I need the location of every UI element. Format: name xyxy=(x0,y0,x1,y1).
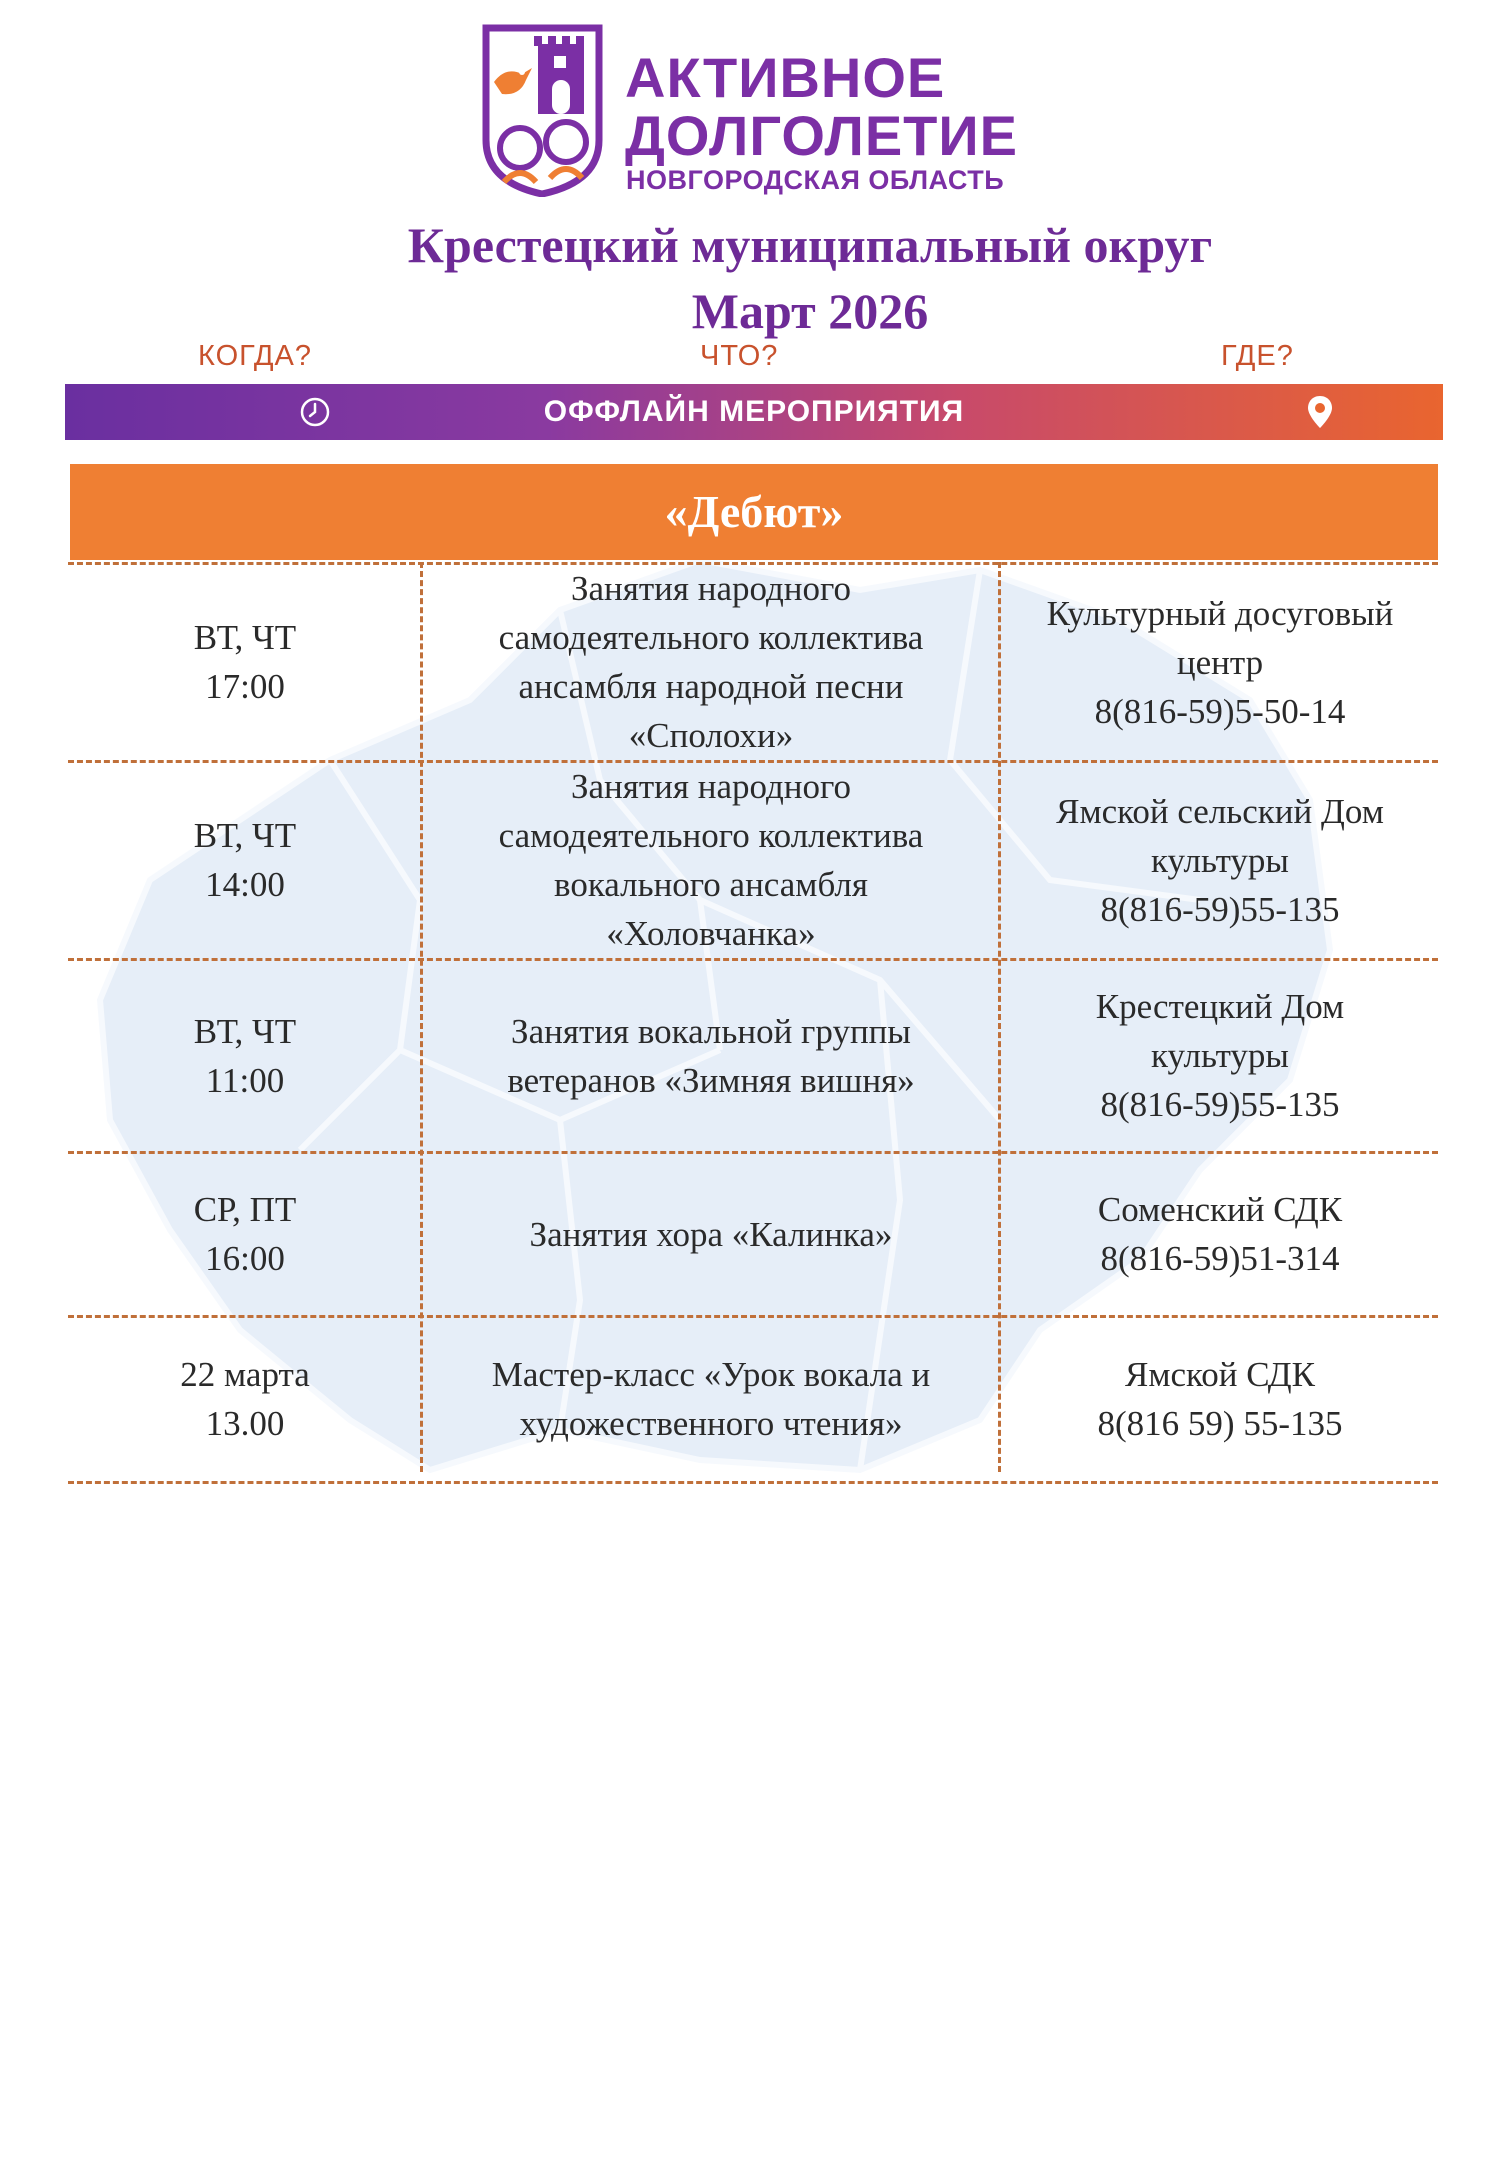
cell-what: Занятия хора «Калинка» xyxy=(529,1214,893,1254)
table-row xyxy=(0,762,1500,958)
cell-where: Ямской СДК 8(816 59) 55-135 xyxy=(1097,1355,1343,1443)
cell-when: ВТ, ЧТ 17:00 xyxy=(193,618,297,706)
table-row xyxy=(0,1153,1500,1315)
cell-where: Культурный досуговый центр 8(816-59)5-50-14 xyxy=(1046,593,1394,731)
logo-title-line1: АКТИВНОЕ xyxy=(625,46,946,109)
column-label-when: КОГДА? xyxy=(198,340,312,372)
logo-title-line2: ДОЛГОЛЕТИЕ xyxy=(625,104,1018,167)
cell-what: Занятия вокальной группы ветеранов «Зимняя вишня» xyxy=(507,1011,915,1100)
logo-subtitle: НОВГОРОДСКАЯ ОБЛАСТЬ xyxy=(626,165,1005,195)
cell-what: Занятия народного самодеятельного коллектива ансамбля народной песни «Сполохи» xyxy=(498,569,924,755)
cell-when: 22 марта 13.00 xyxy=(180,1355,310,1443)
cell-where: Крестецкий Дом культуры 8(816-59)55-135 xyxy=(1095,987,1345,1124)
cell-what: Занятия народного самодеятельного коллектива вокального ансамбля «Холовчанка» xyxy=(498,767,924,953)
brand-logo xyxy=(480,22,1040,200)
cell-where: Ямской сельский Дом культуры 8(816-59)55-135 xyxy=(1056,791,1384,929)
cell-when: ВТ, ЧТ 11:00 xyxy=(193,1011,297,1100)
column-label-where: ГДЕ? xyxy=(1221,340,1294,372)
offline-events-banner xyxy=(65,384,1443,440)
tower-bird-people-emblem-icon xyxy=(480,22,605,197)
cell-when: ВТ, ЧТ 14:00 xyxy=(193,816,297,904)
map-pin-icon xyxy=(1306,394,1334,430)
table-row xyxy=(0,960,1500,1151)
cell-what: Мастер-класс «Урок вокала и художественного чтения» xyxy=(491,1355,931,1443)
table-row xyxy=(0,1317,1500,1481)
table-row xyxy=(0,564,1500,760)
cell-where: Соменский СДК 8(816-59)51-314 xyxy=(1097,1190,1343,1278)
page-title-district: Крестецкий муниципальный округ xyxy=(407,217,1213,273)
section-title: «Дебют» xyxy=(664,486,844,537)
cell-when: СР, ПТ 16:00 xyxy=(193,1190,297,1278)
column-label-what: ЧТО? xyxy=(700,340,779,372)
page-title-month: Март 2026 xyxy=(691,283,929,339)
section-header xyxy=(70,464,1438,560)
banner-title: ОФФЛАЙН МЕРОПРИЯТИЯ xyxy=(543,395,965,428)
